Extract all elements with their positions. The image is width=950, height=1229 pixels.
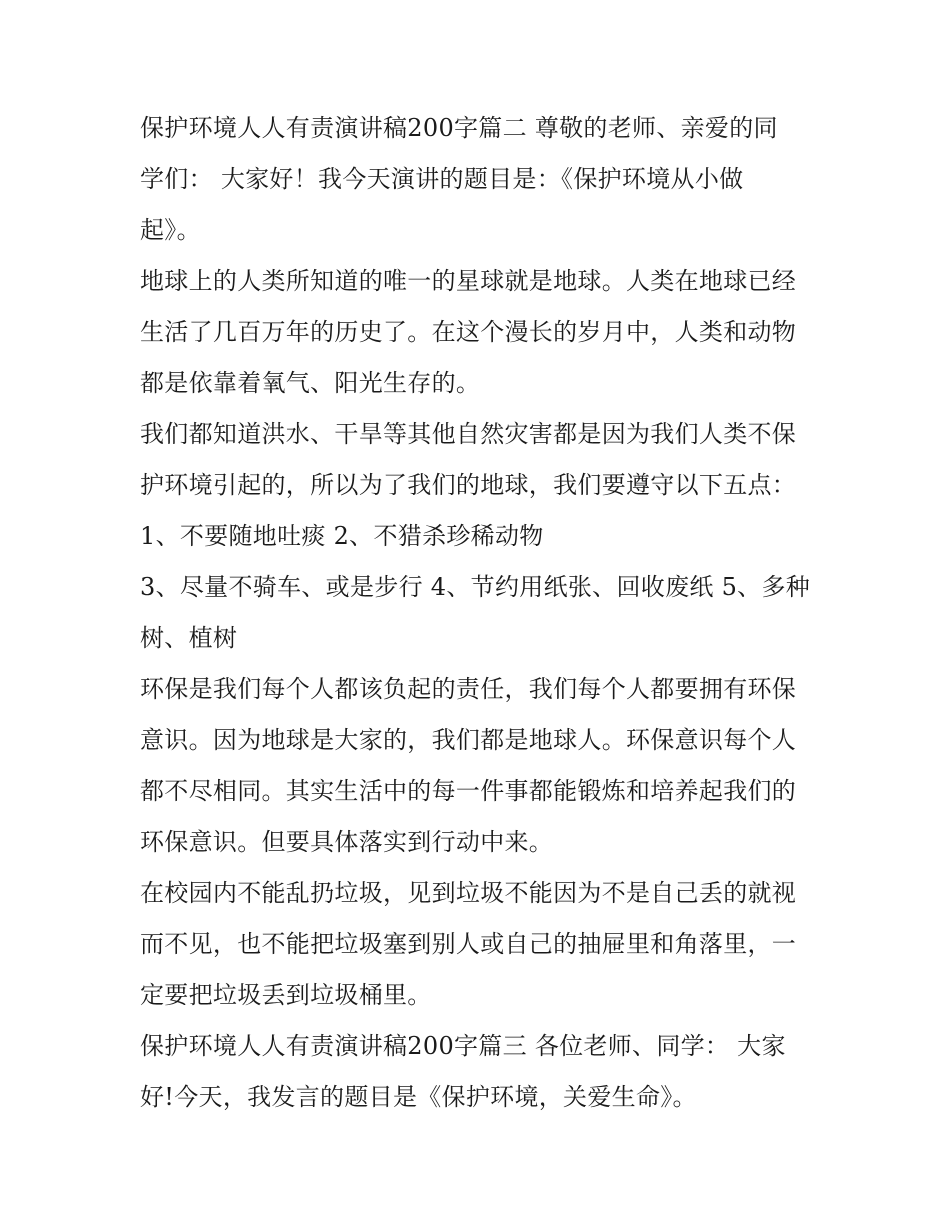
text-line: 3、尽量不骑车、或是步行 4、节约用纸张、回收废纸 5、多种 bbox=[140, 573, 811, 601]
text-line: 环保是我们每个人都该负起的责任，我们每个人都要拥有环保 bbox=[140, 675, 797, 703]
text-line: 树、植树 bbox=[140, 624, 238, 652]
text-line: 地球上的人类所知道的唯一的星球就是地球。人类在地球已经 bbox=[140, 267, 797, 295]
paragraph-campus bbox=[140, 868, 820, 1021]
text-line: 保护环境人人有责演讲稿200字篇二 尊敬的老师、亲爱的同 bbox=[140, 114, 778, 142]
paragraph-intro-speech-three bbox=[140, 1021, 820, 1123]
text-line: 护环境引起的，所以为了我们的地球，我们要遵守以下五点： bbox=[140, 471, 797, 499]
text-line: 起》。 bbox=[140, 216, 201, 244]
text-line: 意识。因为地球是大家的，我们都是地球人。环保意识每个人 bbox=[140, 726, 797, 754]
text-line: 我们都知道洪水、干旱等其他自然灾害都是因为我们人类不保 bbox=[140, 420, 797, 448]
paragraph-intro-speech-two bbox=[140, 103, 820, 256]
paragraph-rules-three-five bbox=[140, 562, 820, 664]
document-body bbox=[140, 103, 820, 1123]
text-line: 1、不要随地吐痰 2、不猎杀珍稀动物 bbox=[140, 522, 544, 550]
text-line: 在校园内不能乱扔垃圾，见到垃圾不能因为不是自己丢的就视 bbox=[140, 879, 797, 907]
paragraph-responsibility bbox=[140, 664, 820, 868]
text-line: 生活了几百万年的历史了。在这个漫长的岁月中，人类和动物 bbox=[140, 318, 797, 346]
paragraph-disasters bbox=[140, 409, 820, 511]
text-line: 都不尽相同。其实生活中的每一件事都能锻炼和培养起我们的 bbox=[140, 777, 797, 805]
text-line: 而不见，也不能把垃圾塞到别人或自己的抽屉里和角落里，一 bbox=[140, 930, 797, 958]
text-line: 环保意识。但要具体落实到行动中来。 bbox=[140, 828, 554, 856]
paragraph-rules-one-two bbox=[140, 511, 820, 562]
text-line: 保护环境人人有责演讲稿200字篇三 各位老师、同学： 大家 bbox=[140, 1032, 786, 1060]
text-line: 定要把垃圾丢到垃圾桶里。 bbox=[140, 981, 432, 1009]
text-line: 都是依靠着氧气、阳光生存的。 bbox=[140, 369, 481, 397]
paragraph-earth bbox=[140, 256, 820, 409]
text-line: 好!今天，我发言的题目是《保护环境，关爱生命》。 bbox=[140, 1083, 697, 1111]
text-line: 学们： 大家好！我今天演讲的题目是：《保护环境从小做 bbox=[140, 165, 744, 193]
